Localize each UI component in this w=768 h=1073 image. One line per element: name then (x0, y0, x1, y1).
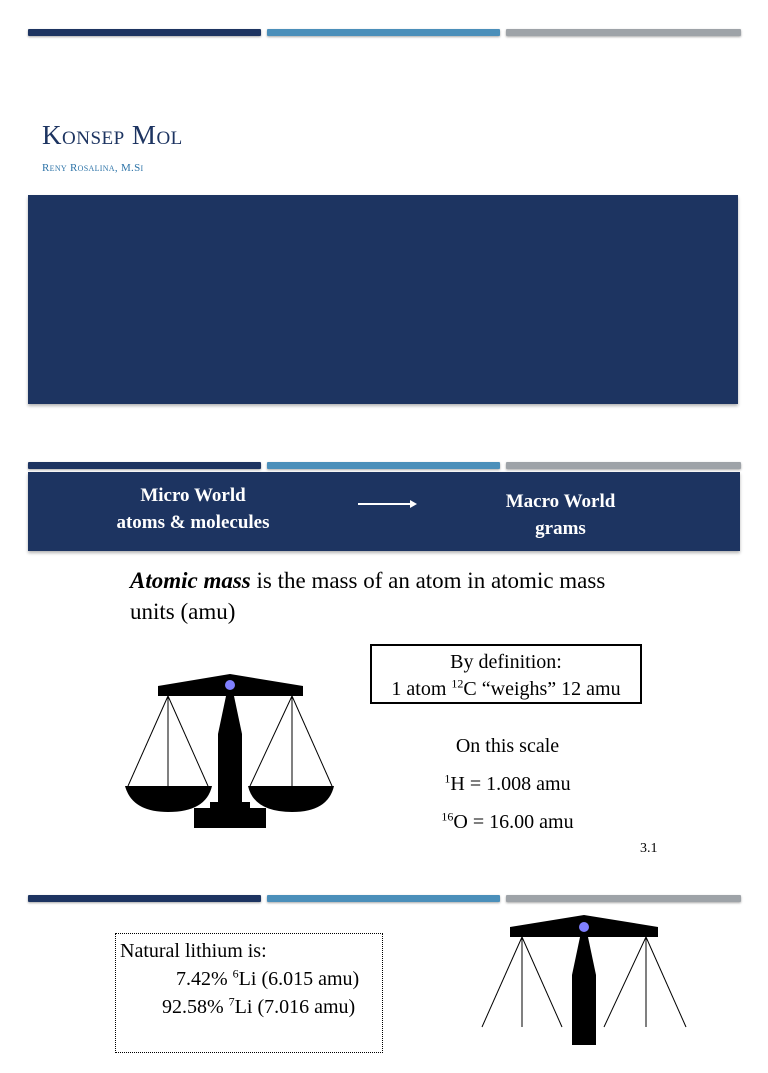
balance-scale-icon-2 (476, 915, 691, 1073)
stripe-gray (506, 29, 741, 36)
stripe-navy (28, 29, 261, 36)
li6-row (120, 965, 378, 993)
slide1-stripe (28, 29, 741, 36)
stripe-gray (506, 895, 741, 902)
atomic-mass-term: Atomic mass (130, 568, 251, 593)
stripe-blue (267, 462, 500, 469)
li6-percent: 7.42% (176, 968, 233, 990)
stripe-navy (28, 462, 261, 469)
li6-mass-number: 6 (232, 966, 239, 981)
hydrogen-mass (380, 769, 635, 807)
oxygen-mass (380, 807, 635, 845)
li6-text: Li (6.015 amu) (238, 968, 360, 990)
macro-world-line2: grams (535, 518, 586, 539)
li7-text: Li (7.016 amu) (234, 996, 356, 1018)
micro-world-line1: Micro World (140, 485, 246, 506)
oxygen-mass-text: O = 16.00 amu (453, 811, 574, 833)
scale-intro: On this scale (455, 735, 560, 757)
balance-scale-icon (122, 674, 337, 832)
oxygen-mass-number: 16 (441, 809, 454, 824)
lithium-box (115, 933, 383, 1053)
micro-world-label (28, 482, 358, 536)
definition-line1: By definition: (450, 651, 562, 673)
definition-prefix: 1 atom (391, 678, 452, 700)
slide-title: Konsep Mol (42, 120, 183, 150)
li7-percent: 92.58% (162, 996, 229, 1018)
li7-mass-number: 7 (228, 994, 235, 1009)
stripe-gray (506, 462, 741, 469)
atomic-mass-text: is the mass of an atom in atomic mass units (amu) (130, 568, 606, 624)
micro-world-line2: atoms & molecules (116, 512, 270, 533)
slide-subtitle: Reny Rosalina, M.Si (42, 162, 144, 174)
li7-row (120, 993, 378, 1021)
title-panel (28, 195, 738, 404)
page-number: 3.1 (640, 841, 658, 856)
scale-values (380, 731, 635, 845)
lithium-title: Natural lithium is: (120, 940, 267, 962)
macro-world-line1: Macro World (505, 491, 616, 512)
arrow-right-icon (358, 498, 418, 510)
atomic-mass-definition (130, 565, 650, 627)
stripe-navy (28, 895, 261, 902)
definition-suffix: C “weighs” 12 amu (463, 678, 621, 700)
slide2-stripe (28, 462, 741, 469)
hydrogen-mass-number: 1 (444, 771, 451, 786)
definition-line2 (372, 676, 640, 703)
carbon-mass-number: 12 (451, 676, 464, 691)
definition-box (370, 644, 642, 704)
slide3-stripe (28, 895, 741, 902)
stripe-blue (267, 895, 500, 902)
macro-world-label (468, 488, 653, 542)
stripe-blue (267, 29, 500, 36)
hydrogen-mass-text: H = 1.008 amu (450, 773, 571, 795)
micro-macro-banner (28, 472, 740, 551)
